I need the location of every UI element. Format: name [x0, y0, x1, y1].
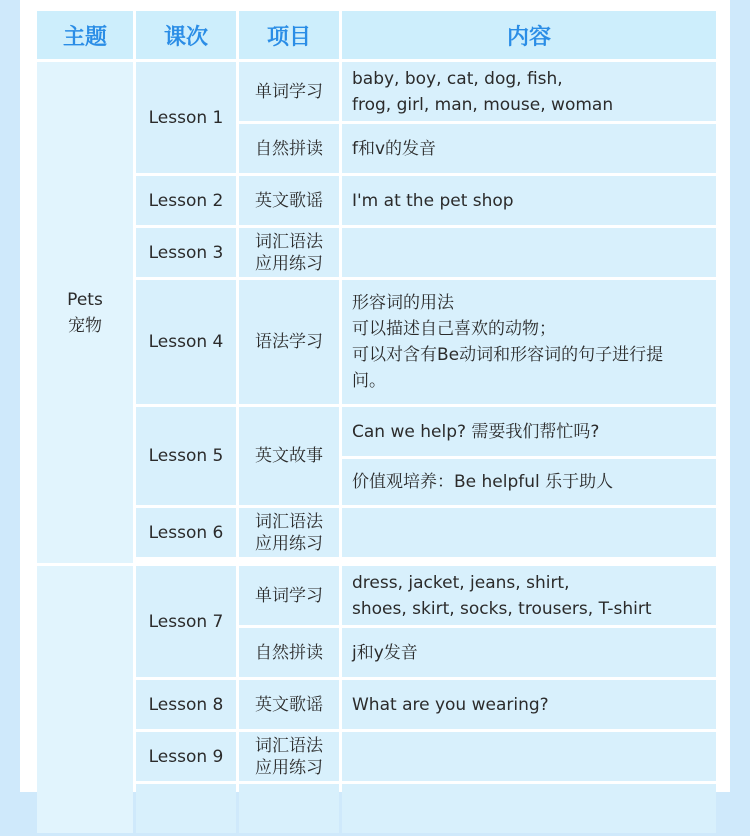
table-row — [37, 228, 716, 277]
item-song: 英文歌谣 — [239, 176, 339, 225]
content-cell-empty — [342, 784, 716, 833]
lesson-6: Lesson 6 — [136, 508, 236, 557]
table-row — [37, 566, 716, 625]
content-cell: j和y发音 — [342, 628, 716, 677]
item-phonics: 自然拼读 — [239, 124, 339, 173]
header-item: 项目 — [239, 11, 339, 59]
header-theme: 主题 — [37, 11, 133, 59]
table-row — [37, 176, 716, 225]
header-content: 内容 — [342, 11, 716, 59]
content-cell: Can we help? 需要我们帮忙吗? — [342, 407, 716, 456]
content-cell-empty — [342, 228, 716, 277]
item-practice — [239, 732, 339, 781]
content-line: shoes, skirt, socks, trousers, T-shirt — [352, 598, 652, 619]
content-line: 形容词的用法 — [352, 293, 454, 313]
item-practice-line2: 应用练习 — [255, 757, 323, 778]
item-practice-line1: 词汇语法 — [255, 231, 323, 252]
theme-name-zh: 宠物 — [68, 315, 102, 336]
lesson-cell-empty — [136, 784, 236, 833]
content-line: 可以描述自己喜欢的动物； — [352, 319, 556, 339]
table-row — [37, 680, 716, 729]
table-header-row — [37, 11, 716, 59]
lesson-2: Lesson 2 — [136, 176, 236, 225]
item-practice-line1: 词汇语法 — [255, 511, 323, 532]
curriculum-table — [34, 8, 719, 836]
table-row — [37, 407, 716, 456]
content-line: baby, boy, cat, dog, fish, — [352, 68, 563, 89]
content-cell: What are you wearing? — [342, 680, 716, 729]
item-practice-line1: 词汇语法 — [255, 735, 323, 756]
table-row — [37, 62, 716, 121]
content-cell-empty — [342, 732, 716, 781]
item-cell-empty — [239, 784, 339, 833]
content-line: dress, jacket, jeans, shirt, — [352, 572, 570, 593]
content-cell — [342, 62, 716, 121]
table-row — [37, 732, 716, 781]
item-practice-line2: 应用练习 — [255, 253, 323, 274]
lesson-9: Lesson 9 — [136, 732, 236, 781]
content-cell: 价值观培养：Be helpful 乐于助人 — [342, 459, 716, 505]
item-phonics: 自然拼读 — [239, 628, 339, 677]
item-practice-line2: 应用练习 — [255, 533, 323, 554]
lesson-5: Lesson 5 — [136, 407, 236, 505]
theme-cell-pets — [37, 62, 133, 563]
theme-cell-2 — [37, 566, 133, 833]
item-practice — [239, 508, 339, 557]
item-practice — [239, 228, 339, 277]
lesson-4: Lesson 4 — [136, 280, 236, 404]
table-row — [37, 280, 716, 404]
content-line: 可以对含有Be动词和形容词的句子进行提 — [352, 345, 664, 365]
content-cell: f和v的发音 — [342, 124, 716, 173]
item-song: 英文歌谣 — [239, 680, 339, 729]
content-cell — [342, 566, 716, 625]
content-cell-empty — [342, 508, 716, 557]
lesson-3: Lesson 3 — [136, 228, 236, 277]
content-line: frog, girl, man, mouse, woman — [352, 94, 614, 115]
lesson-7: Lesson 7 — [136, 566, 236, 677]
lesson-8: Lesson 8 — [136, 680, 236, 729]
item-vocab: 单词学习 — [239, 62, 339, 121]
item-vocab: 单词学习 — [239, 566, 339, 625]
header-lesson: 课次 — [136, 11, 236, 59]
content-line: 问。 — [352, 371, 386, 391]
item-story: 英文故事 — [239, 407, 339, 505]
theme-name-en: Pets — [67, 289, 103, 310]
item-grammar: 语法学习 — [239, 280, 339, 404]
lesson-1: Lesson 1 — [136, 62, 236, 173]
content-cell: I'm at the pet shop — [342, 176, 716, 225]
table-row — [37, 784, 716, 833]
table-row — [37, 508, 716, 557]
content-cell — [342, 280, 716, 404]
